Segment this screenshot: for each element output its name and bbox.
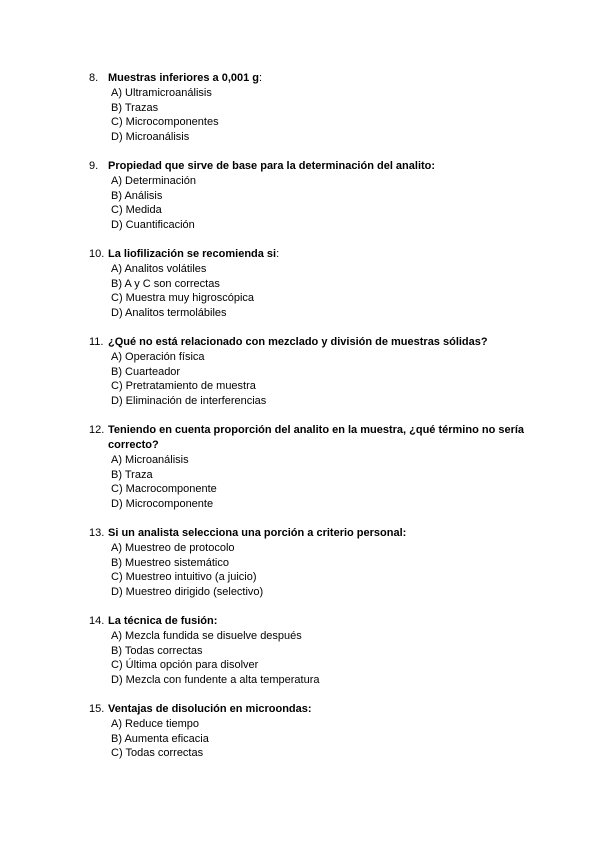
question-number: 13. (89, 527, 105, 539)
option: D) Microanálisis (111, 131, 190, 144)
option: C) Macrocomponente (111, 483, 217, 496)
question-text: La técnica de fusión: (108, 615, 218, 627)
option: C) Microcomponentes (111, 116, 219, 129)
option: D) Analitos termolábiles (111, 307, 227, 320)
question-number: 8. (89, 72, 99, 84)
options-list (111, 717, 529, 761)
question-number: 10. (89, 248, 105, 260)
option: A) Microanálisis (111, 454, 189, 466)
option: A) Ultramicroanálisis (111, 87, 212, 99)
option: B) A y C son correctas (111, 277, 220, 290)
question-tail: : (259, 72, 263, 84)
option: C) Todas correctas (111, 747, 204, 760)
option: A) Muestreo de protocolo (111, 542, 235, 554)
question-tail: : (276, 248, 280, 260)
option: C) Última opción para disolver (111, 659, 259, 672)
option: B) Muestreo sistemático (111, 556, 229, 569)
option: D) Cuantificación (111, 219, 195, 232)
option: C) Muestra muy higroscópica (111, 292, 255, 305)
question-14 (89, 614, 529, 688)
option: B) Análisis (111, 189, 163, 202)
option: D) Muestreo dirigido (selectivo) (111, 586, 264, 599)
question-11 (89, 335, 529, 409)
question-text: Si un analista selecciona una porción a criterio personal: (108, 527, 407, 539)
options-list (111, 541, 529, 600)
option: A) Mezcla fundida se disuelve después (111, 630, 302, 642)
option: D) Mezcla con fundente a alta temperatura (111, 674, 320, 687)
question-10 (89, 247, 529, 321)
options-list (111, 350, 529, 409)
question-number: 11. (89, 336, 104, 348)
option: B) Todas correctas (111, 644, 203, 657)
option: B) Cuarteador (111, 365, 181, 378)
question-text: Teniendo en cuenta proporción del analito en la muestra, ¿qué término no sería correcto? (108, 424, 525, 451)
options-list (111, 86, 529, 145)
option: C) Muestreo intuitivo (a juicio) (111, 571, 257, 584)
question-number: 12. (89, 424, 105, 436)
question-13 (89, 526, 529, 600)
question-12 (89, 423, 529, 512)
option: B) Trazas (111, 101, 159, 114)
question-number: 14. (89, 615, 105, 627)
question-text: ¿Qué no está relacionado con mezclado y división de muestras sólidas? (108, 336, 488, 348)
option: A) Analitos volátiles (111, 263, 207, 275)
option: A) Reduce tiempo (111, 718, 200, 730)
option: D) Microcomponente (111, 498, 214, 511)
option: A) Operación física (111, 351, 205, 363)
question-text: La liofilización se recomienda si (108, 248, 277, 260)
options-list (111, 453, 529, 512)
option: C) Medida (111, 204, 162, 217)
option: B) Traza (111, 468, 153, 481)
options-list (111, 262, 529, 321)
question-text: Ventajas de disolución en microondas: (108, 703, 312, 715)
option: A) Determinación (111, 175, 196, 187)
question-number: 15. (89, 703, 105, 715)
options-list (111, 629, 529, 688)
question-text: Propiedad que sirve de base para la determinación del analito: (108, 160, 436, 172)
options-list (111, 174, 529, 233)
question-8 (89, 71, 529, 145)
question-9 (89, 159, 529, 233)
option: B) Aumenta eficacia (111, 732, 209, 745)
option: C) Pretratamiento de muestra (111, 380, 256, 393)
question-text: Muestras inferiores a 0,001 g (108, 72, 260, 84)
question-15 (89, 702, 529, 761)
option: D) Eliminación de interferencias (111, 395, 267, 408)
question-number: 9. (89, 160, 99, 172)
